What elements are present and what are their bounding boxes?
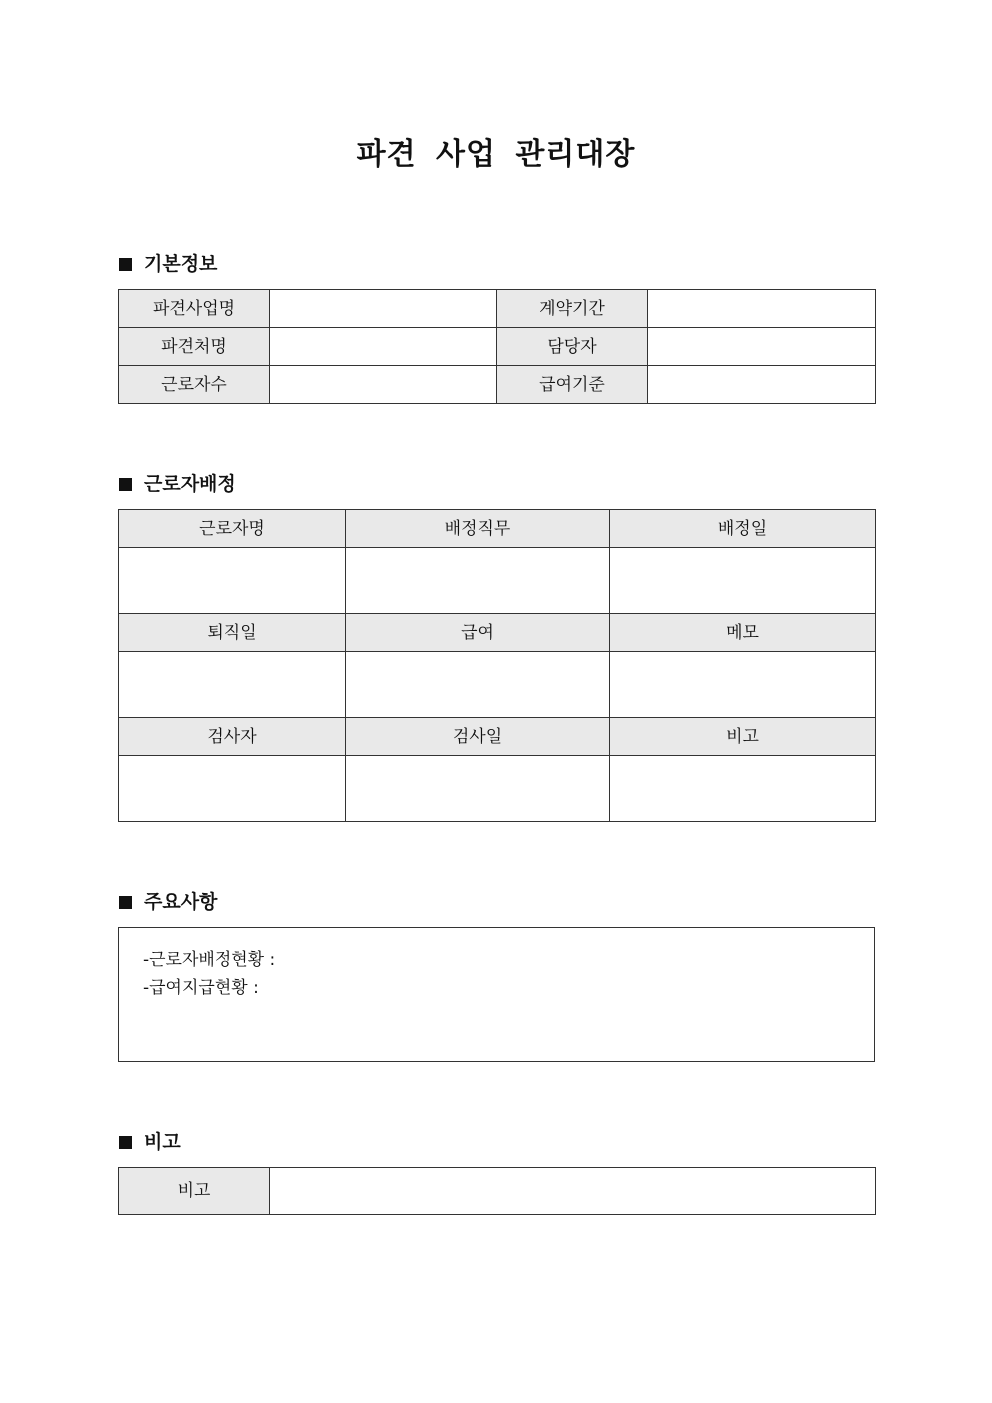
field-label-person-in-charge: 담당자 <box>497 328 648 366</box>
column-label-inspector: 검사자 <box>119 718 346 756</box>
field-label-salary-standard: 급여기준 <box>497 366 648 404</box>
section-heading-label: 주요사항 <box>144 891 218 913</box>
field-value-person-in-charge[interactable] <box>648 328 876 366</box>
field-value-assignment-date[interactable] <box>610 548 876 614</box>
table-row <box>119 290 876 328</box>
key-item-worker-assignment-status: -근로자배정현황 : <box>143 950 276 970</box>
field-value-worker-count[interactable] <box>270 366 497 404</box>
field-value-remarks-note[interactable] <box>270 1168 876 1215</box>
square-bullet-icon <box>119 1136 132 1149</box>
field-value-salary-standard[interactable] <box>648 366 876 404</box>
column-label-assignment-date: 배정일 <box>610 510 876 548</box>
worker-assignment-table <box>118 509 876 822</box>
field-label-remarks: 비고 <box>119 1168 270 1215</box>
column-label-salary: 급여 <box>346 614 610 652</box>
basic-info-table <box>118 289 876 404</box>
column-label-resignation-date: 퇴직일 <box>119 614 346 652</box>
field-value-worker-name[interactable] <box>119 548 346 614</box>
column-label-inspection-date: 검사일 <box>346 718 610 756</box>
column-label-remarks: 비고 <box>610 718 876 756</box>
section-heading-label: 기본정보 <box>144 253 218 275</box>
field-value-memo[interactable] <box>610 652 876 718</box>
field-value-resignation-date[interactable] <box>119 652 346 718</box>
column-label-worker-name: 근로자명 <box>119 510 346 548</box>
field-label-dispatch-destination: 파견처명 <box>119 328 270 366</box>
field-value-assigned-duty[interactable] <box>346 548 610 614</box>
column-label-memo: 메모 <box>610 614 876 652</box>
section-heading-remarks <box>119 1130 181 1154</box>
table-row <box>119 548 876 614</box>
field-value-dispatch-project-name[interactable] <box>270 290 497 328</box>
column-label-assigned-duty: 배정직무 <box>346 510 610 548</box>
field-value-salary[interactable] <box>346 652 610 718</box>
field-label-contract-period: 계약기간 <box>497 290 648 328</box>
table-header-row <box>119 614 876 652</box>
table-row <box>119 756 876 822</box>
field-value-inspector[interactable] <box>119 756 346 822</box>
table-header-row <box>119 510 876 548</box>
section-heading-worker-assignment <box>119 472 236 496</box>
table-row <box>119 328 876 366</box>
square-bullet-icon <box>119 478 132 491</box>
key-item-salary-payment-status: -급여지급현황 : <box>143 978 259 998</box>
square-bullet-icon <box>119 258 132 271</box>
table-row <box>119 366 876 404</box>
section-heading-label: 근로자배정 <box>144 473 236 495</box>
field-value-remarks[interactable] <box>610 756 876 822</box>
field-label-worker-count: 근로자수 <box>119 366 270 404</box>
key-items-list <box>119 928 874 1002</box>
table-header-row <box>119 718 876 756</box>
square-bullet-icon <box>119 896 132 909</box>
remarks-table <box>118 1167 876 1215</box>
field-value-contract-period[interactable] <box>648 290 876 328</box>
section-heading-label: 비고 <box>144 1131 181 1153</box>
table-row <box>119 652 876 718</box>
page-title: 파견 사업 관리대장 <box>356 137 636 172</box>
field-value-inspection-date[interactable] <box>346 756 610 822</box>
field-label-dispatch-project-name: 파견사업명 <box>119 290 270 328</box>
section-heading-key-items <box>119 890 217 914</box>
section-heading-basic-info <box>119 252 217 276</box>
table-row <box>119 1168 876 1215</box>
key-items-box[interactable] <box>118 927 875 1062</box>
field-value-dispatch-destination[interactable] <box>270 328 497 366</box>
